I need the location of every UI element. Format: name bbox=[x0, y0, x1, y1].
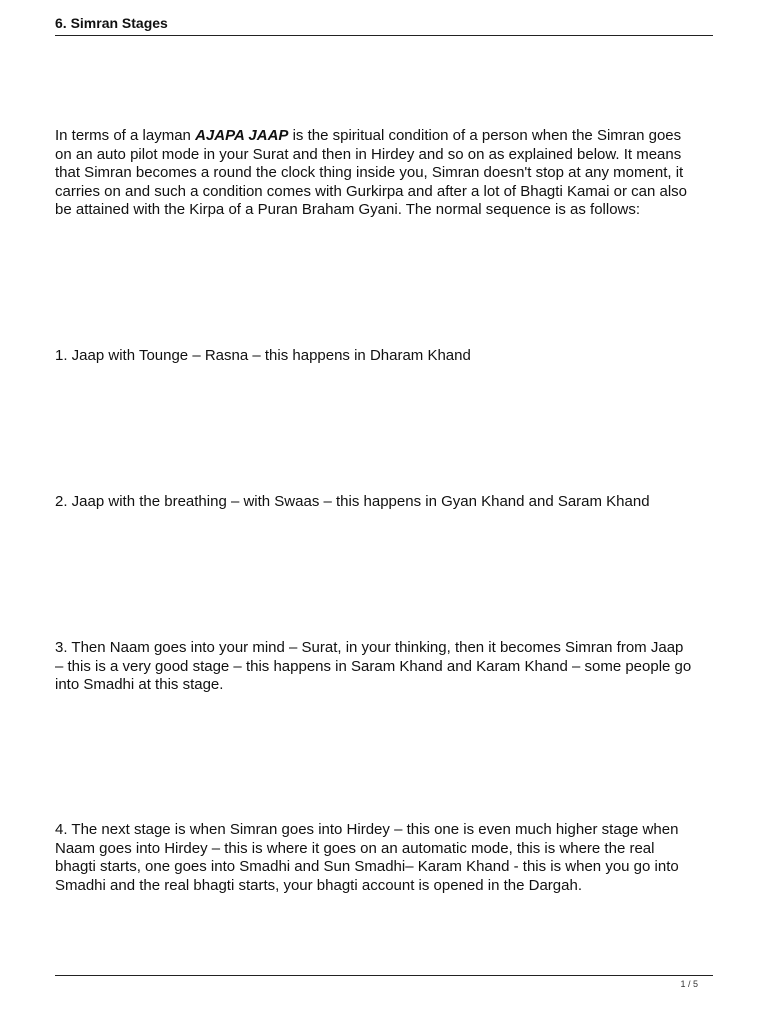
intro-prefix: In terms of a layman bbox=[55, 127, 196, 144]
stage-line: 3. Then Naam goes into your mind – Surat, in your thinking, then it becomes Simran from Jaap bbox=[55, 639, 684, 656]
intro-line: on an auto pilot mode in your Surat and then in Hirdey and so on as explained below. It means bbox=[55, 145, 682, 163]
intro-line: that Simran becomes a round the clock thing inside you, Simran doesn't stop at any moment, it bbox=[55, 164, 684, 181]
stage-4-paragraph bbox=[55, 821, 717, 895]
footer-rule bbox=[55, 975, 713, 976]
stage-line: 2. Jaap with the breathing – with Swaas – this happens in Gyan Khand and Saram Khand bbox=[55, 493, 650, 510]
stage-line: – this is a very good stage – this happens in Saram Khand and Karam Khand – some people go bbox=[55, 657, 692, 675]
intro-line1-rest: is the spiritual condition of a person when the Simran goes bbox=[288, 127, 682, 144]
stage-line: 1. Jaap with Tounge – Rasna – this happens in Dharam Khand bbox=[55, 347, 471, 364]
intro-line bbox=[55, 127, 717, 146]
ajapa-jaap-emphasis: AJAPA JAAP bbox=[195, 127, 289, 144]
intro-line: carries on and such a condition comes with Gurkirpa and after a lot of Bhagti Kamai or can also bbox=[55, 182, 687, 200]
stage-3-paragraph bbox=[55, 639, 717, 695]
stage-line: into Smadhi at this stage. bbox=[55, 676, 224, 693]
page-title: 6. Simran Stages bbox=[55, 15, 168, 31]
stage-line: 4. The next stage is when Simran goes into Hirdey – this one is even much higher stage when bbox=[55, 821, 679, 838]
stage-line: Smadhi and the real bhagti starts, your bhagti account is opened in the Dargah. bbox=[55, 876, 582, 894]
intro-paragraph bbox=[55, 127, 717, 220]
stage-line: bhagti starts, one goes into Smadhi and Sun Smadhi– Karam Khand - this is when you go into bbox=[55, 858, 679, 875]
header-rule bbox=[55, 35, 713, 36]
stage-line: Naam goes into Hirdey – this is where it goes on an automatic mode, this is where the real bbox=[55, 839, 655, 857]
intro-line: be attained with the Kirpa of a Puran Braham Gyani. The normal sequence is as follows: bbox=[55, 201, 641, 218]
stage-1-paragraph bbox=[55, 347, 717, 366]
stage-2-paragraph bbox=[55, 493, 717, 512]
page-number: 1 / 5 bbox=[680, 979, 698, 989]
